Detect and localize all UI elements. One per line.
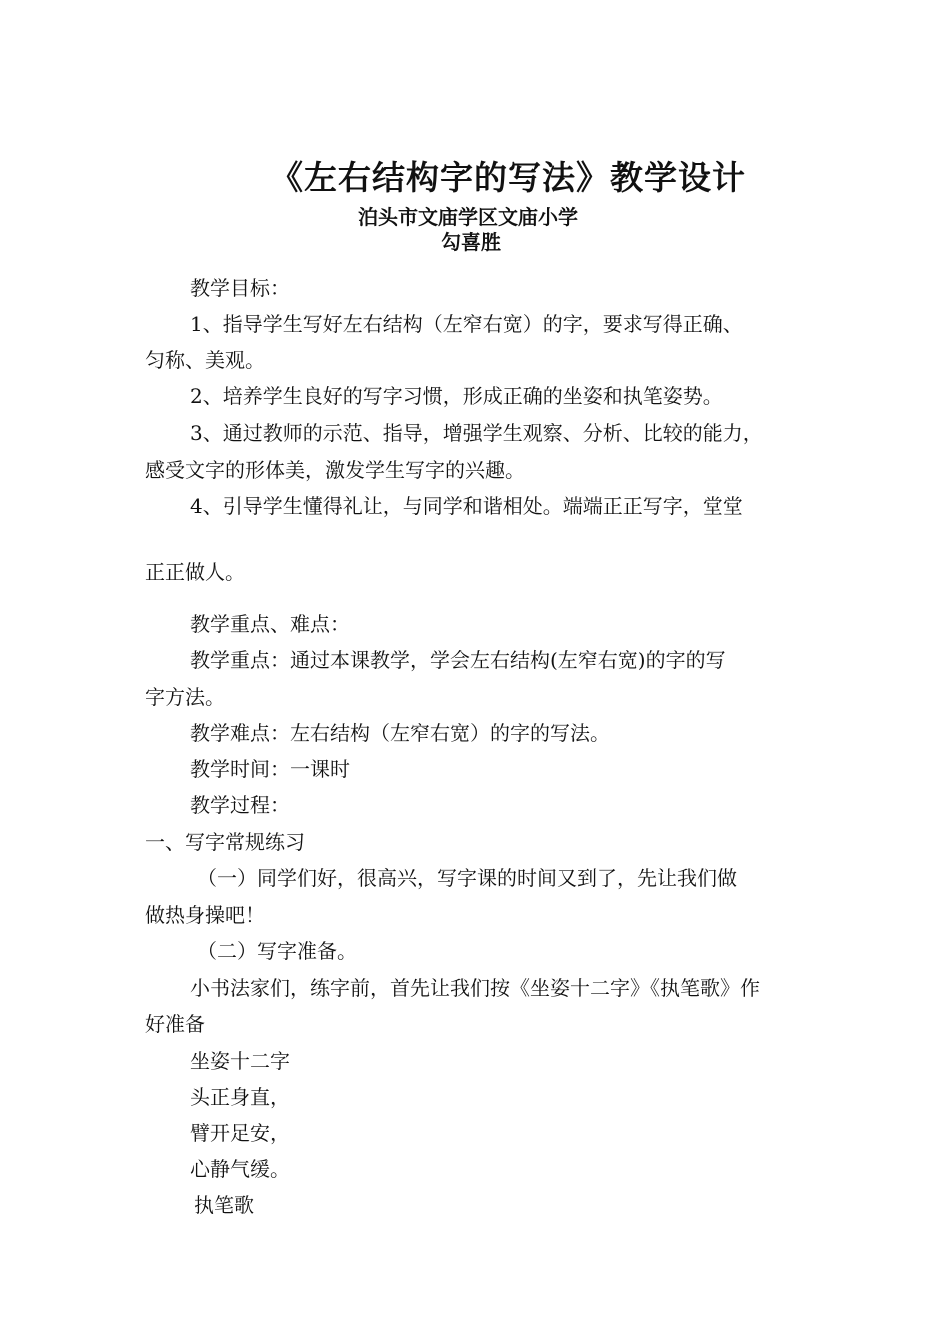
body-line: 好准备 bbox=[145, 1012, 205, 1036]
body-line: 感受文字的形体美，激发学生写字的兴趣。 bbox=[145, 458, 525, 482]
body-line: 臂开足安， bbox=[190, 1121, 290, 1145]
body-line: 教学过程： bbox=[190, 793, 290, 817]
body-line: 1、指导学生写好左右结构（左窄右宽）的字，要求写得正确、 bbox=[190, 312, 743, 336]
body-line: 匀称、美观。 bbox=[145, 348, 265, 372]
body-line: 执笔歌 bbox=[194, 1193, 254, 1217]
body-line: 正正做人。 bbox=[145, 560, 245, 584]
body-line: 教学重点、难点： bbox=[190, 612, 350, 636]
body-line: 4、引导学生懂得礼让，与同学和谐相处。端端正正写字，堂堂 bbox=[190, 494, 743, 518]
body-line: 教学重点：通过本课教学，学会左右结构(左窄右宽)的字的写 bbox=[190, 648, 726, 672]
body-line: 心静气缓。 bbox=[190, 1157, 290, 1181]
body-line: 3、通过教师的示范、指导，增强学生观察、分析、比较的能力， bbox=[190, 421, 763, 445]
school-name: 泊头市文庙学区文庙小学 bbox=[358, 205, 578, 229]
author-name: 勾喜胜 bbox=[441, 230, 501, 254]
body-line: 字方法。 bbox=[145, 685, 225, 709]
body-line: （二）写字准备。 bbox=[197, 939, 357, 963]
body-line: 做热身操吧！ bbox=[145, 903, 265, 927]
body-line: 小书法家们，练字前，首先让我们按《坐姿十二字》《执笔歌》作 bbox=[190, 976, 760, 1000]
section-heading: 一、写字常规练习 bbox=[145, 830, 305, 854]
body-line: （一）同学们好，很高兴，写字课的时间又到了，先让我们做 bbox=[197, 866, 737, 890]
body-line: 教学时间：一课时 bbox=[190, 757, 350, 781]
body-line: 2、培养学生良好的写字习惯，形成正确的坐姿和执笔姿势。 bbox=[190, 384, 723, 408]
document-title: 《左右结构字的写法》教学设计 bbox=[270, 158, 746, 197]
body-line: 坐姿十二字 bbox=[190, 1049, 290, 1073]
body-line: 教学难点：左右结构（左窄右宽）的字的写法。 bbox=[190, 721, 610, 745]
body-line: 教学目标： bbox=[190, 276, 290, 300]
body-line: 头正身直， bbox=[190, 1085, 290, 1109]
